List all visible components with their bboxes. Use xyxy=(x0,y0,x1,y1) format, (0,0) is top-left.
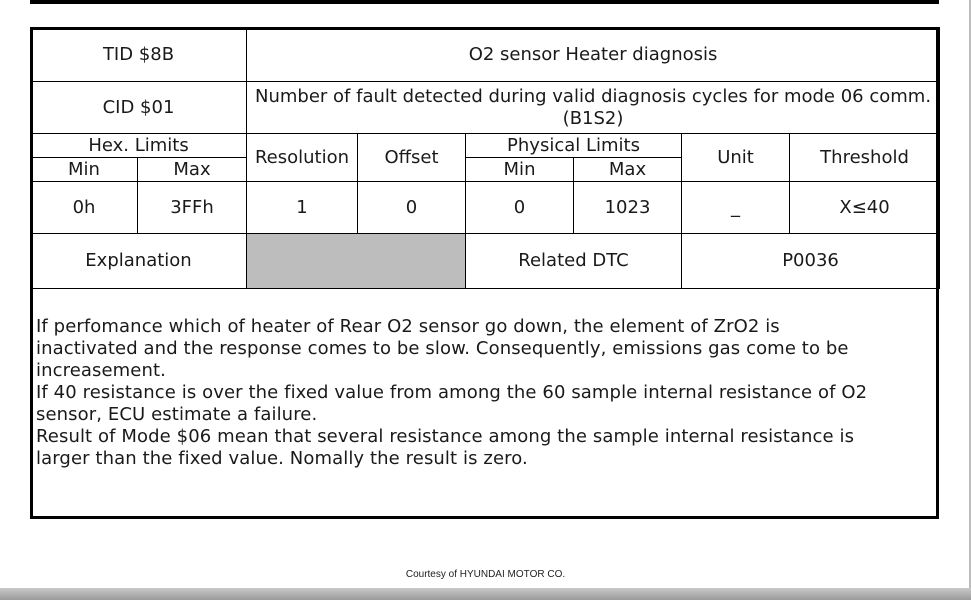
diagnosis-table xyxy=(30,27,940,289)
unit-header: Unit xyxy=(682,134,790,182)
shaded-cell xyxy=(247,234,466,289)
cid-row xyxy=(31,82,940,134)
courtesy-note: Courtesy of HYUNDAI MOTOR CO. xyxy=(405,569,566,580)
top-border-rule xyxy=(30,0,939,4)
explanation-line: If perfomance which of heater of Rear O2 sensor go down, the element of ZrO2 is xyxy=(36,316,780,337)
related-dtc-label: Related DTC xyxy=(466,234,682,289)
phys-max-header: Max xyxy=(574,158,682,182)
hex-max-header: Max xyxy=(138,158,247,182)
physical-limits-header: Physical Limits xyxy=(466,134,682,158)
explanation-line: sensor, ECU estimate a failure. xyxy=(36,404,318,425)
threshold-header: Threshold xyxy=(790,134,940,182)
resolution-value: 1 xyxy=(247,182,358,234)
hex-min-value: 0h xyxy=(31,182,138,234)
explanation-line: Result of Mode $06 mean that several resistance among the sample internal resistance is xyxy=(36,426,855,447)
hex-limits-header: Hex. Limits xyxy=(31,134,247,158)
explanation-line: inactivated and the response comes to be slow. Consequently, emissions gas come to be xyxy=(36,338,849,359)
tid-value: O2 sensor Heater diagnosis xyxy=(247,28,940,82)
cid-label: CID $01 xyxy=(31,82,247,134)
phys-min-header: Min xyxy=(466,158,574,182)
limits-values-row xyxy=(31,182,940,234)
cid-value: Number of fault detected during valid diagnosis cycles for mode 06 comm. (B1S2) xyxy=(247,82,940,134)
limits-header-row xyxy=(31,134,940,158)
resolution-header: Resolution xyxy=(247,134,358,182)
offset-value: 0 xyxy=(358,182,466,234)
related-dtc-value: P0036 xyxy=(682,234,940,289)
hex-max-value: 3FFh xyxy=(138,182,247,234)
phys-min-value: 0 xyxy=(466,182,574,234)
offset-header: Offset xyxy=(358,134,466,182)
hex-min-header: Min xyxy=(31,158,138,182)
tid-label: TID $8B xyxy=(31,28,247,82)
explanation-line: larger than the fixed value. Nomally the result is zero. xyxy=(36,448,528,469)
explanation-label: Explanation xyxy=(31,234,247,289)
explanation-row xyxy=(31,234,940,289)
tid-row xyxy=(31,28,940,82)
threshold-value: X≤40 xyxy=(790,182,940,234)
explanation-line: increasement. xyxy=(36,360,166,381)
window-bottom-bar xyxy=(0,588,971,600)
phys-max-value: 1023 xyxy=(574,182,682,234)
unit-value: _ xyxy=(682,182,790,234)
explanation-line: If 40 resistance is over the fixed value from among the 60 sample internal resistance of O2 xyxy=(36,382,868,403)
explanation-text xyxy=(36,316,926,470)
